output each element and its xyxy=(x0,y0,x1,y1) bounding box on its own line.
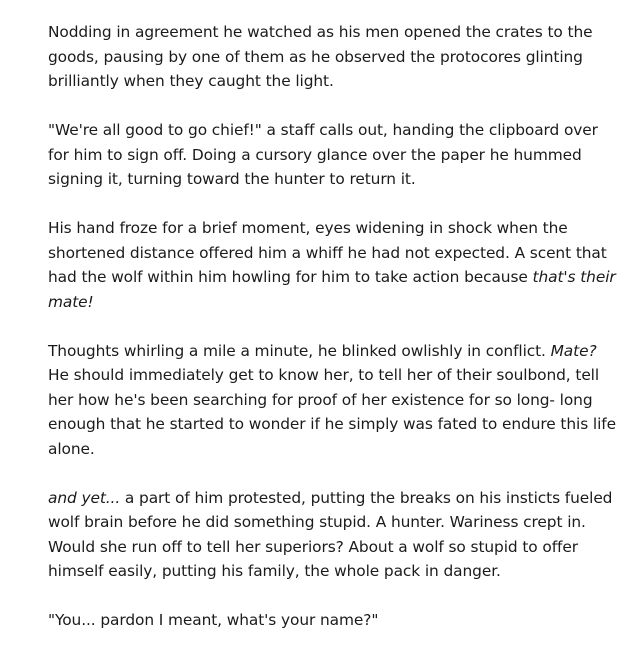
paragraph-text: a part of him protested, putting the breaks on his insticts fueled wolf brain before he did something stupid. A hunter. Wariness crept in. Would she run off to tell her superiors? About a wolf so stupid to offer himself easily, putting his family, the whole pack in danger. xyxy=(48,488,613,580)
paragraph-text: "We're all good to go chief!" a staff calls out, handing the clipboard over for him to sign off. Doing a cursory glance over the paper he hummed signing it, turning toward the hunter to return it. xyxy=(48,121,598,188)
paragraph xyxy=(48,486,618,584)
paragraph xyxy=(48,20,618,94)
paragraph-italic-text: that's their mate! xyxy=(48,268,616,311)
paragraph xyxy=(48,608,618,633)
paragraph xyxy=(48,216,618,314)
paragraph-text: His hand froze for a brief moment, eyes widening in shock when the shortened distance offered him a whiff he had not expected. A scent that had the wolf within him howling for him to take action because xyxy=(48,219,607,286)
paragraph xyxy=(48,118,618,192)
paragraph-text: "You... pardon I meant, what's your name?" xyxy=(48,611,379,629)
post-body xyxy=(48,20,618,657)
paragraph-text: He should immediately get to know her, to tell her of their soulbond, tell her how he's been searching for proof of her existence for so long- long enough that he started to wonder if he simply was fated to endure this life alone. xyxy=(48,366,616,458)
paragraph-italic-text: and yet... xyxy=(48,488,121,507)
paragraph-italic-text: Mate? xyxy=(550,341,597,360)
paragraph-text: Nodding in agreement he watched as his men opened the crates to the goods, pausing by one of them as he observed the protocores glinting brilliantly when they caught the light. xyxy=(48,23,593,90)
paragraph xyxy=(48,339,618,462)
paragraph-text: Thoughts whirling a mile a minute, he blinked owlishly in conflict. xyxy=(48,341,551,360)
